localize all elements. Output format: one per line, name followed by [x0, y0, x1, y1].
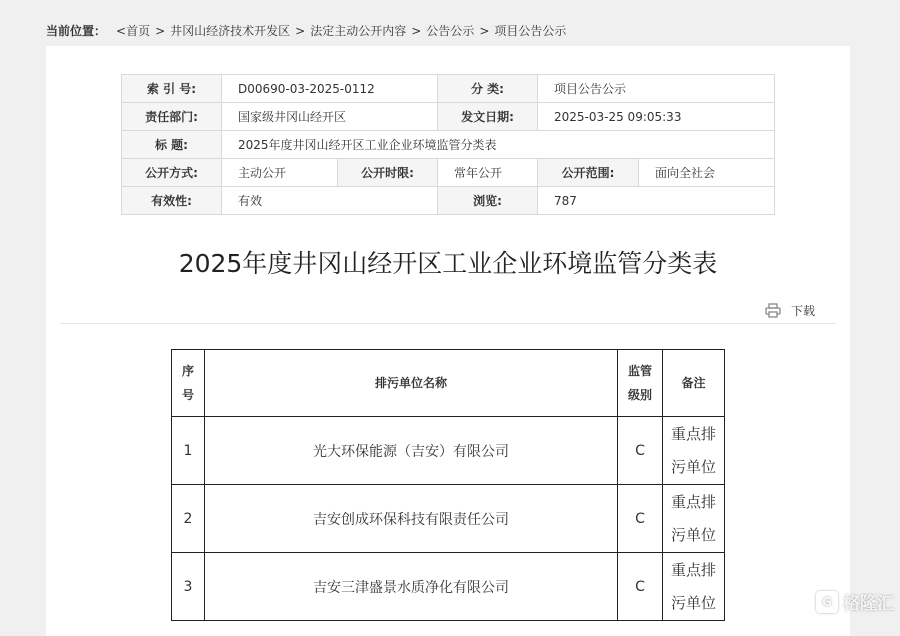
issue-date-value: 2025-03-25 09:05:33: [538, 103, 775, 131]
breadcrumb-separator: >: [155, 24, 166, 38]
row-remark-line2: 污单位: [670, 525, 716, 544]
disclosure-scope-value: 面向全社会: [639, 159, 775, 187]
header-serial-line1: 序: [181, 364, 194, 378]
table-row: [172, 417, 725, 485]
breadcrumb-separator: >: [411, 24, 422, 38]
title-value: 2025年度井冈山经开区工业企业环境监管分类表: [222, 131, 775, 159]
validity-value: 有效: [222, 187, 438, 215]
metadata-row: [122, 159, 775, 187]
category-value: 项目公告公示: [538, 75, 775, 103]
index-label: 索 引 号:: [122, 75, 222, 103]
disclosure-scope-label: 公开范围:: [538, 159, 639, 187]
breadcrumb-home[interactable]: <首页: [116, 24, 151, 38]
divider: [60, 323, 836, 324]
header-unit-name: 排污单位名称: [205, 350, 618, 417]
row-unit-name: 吉安创成环保科技有限责任公司: [205, 485, 618, 553]
watermark-text: 格隆汇: [843, 594, 894, 614]
table-header-row: [172, 350, 725, 417]
row-level: C: [618, 417, 663, 485]
header-serial: [172, 350, 205, 417]
document-title: 2025年度井冈山经开区工业企业环境监管分类表: [178, 249, 718, 278]
index-value: D00690-03-2025-0112: [222, 75, 438, 103]
breadcrumb-announcements[interactable]: 公告公示: [426, 24, 475, 38]
department-value: 国家级井冈山经开区: [222, 103, 438, 131]
header-level-line1: 监管: [627, 364, 652, 378]
content-panel: [46, 46, 850, 636]
disclosure-term-label: 公开时限:: [338, 159, 438, 187]
row-remark-line1: 重点排: [670, 424, 716, 443]
row-remark-line2: 污单位: [670, 593, 716, 612]
row-unit-name: 光大环保能源（吉安）有限公司: [205, 417, 618, 485]
metadata-table: [121, 74, 775, 215]
row-serial: 3: [172, 553, 205, 621]
breadcrumb: [46, 22, 566, 39]
breadcrumb-separator: >: [295, 24, 306, 38]
department-label: 责任部门:: [122, 103, 222, 131]
header-remark: 备注: [663, 350, 725, 417]
metadata-row: [122, 131, 775, 159]
row-remark-line1: 重点排: [670, 492, 716, 511]
watermark: [816, 589, 894, 614]
row-level: C: [618, 553, 663, 621]
issue-date-label: 发文日期:: [438, 103, 538, 131]
header-level-line2: 级别: [627, 388, 652, 402]
row-remark: [663, 485, 725, 553]
printer-icon: [765, 303, 781, 318]
disclosure-term-value: 常年公开: [438, 159, 538, 187]
row-serial: 2: [172, 485, 205, 553]
header-serial-line2: 号: [181, 388, 194, 402]
table-row: [172, 485, 725, 553]
validity-label: 有效性:: [122, 187, 222, 215]
table-row: [172, 553, 725, 621]
row-remark-line2: 污单位: [670, 457, 716, 476]
disclosure-mode-value: 主动公开: [222, 159, 338, 187]
category-label: 分 类:: [438, 75, 538, 103]
row-remark: [663, 553, 725, 621]
breadcrumb-label: 当前位置：: [46, 24, 107, 38]
breadcrumb-zone[interactable]: 井冈山经济技术开发区: [170, 24, 291, 38]
views-label: 浏览:: [438, 187, 538, 215]
disclosure-mode-label: 公开方式:: [122, 159, 222, 187]
row-remark-line1: 重点排: [670, 560, 716, 579]
metadata-row: [122, 103, 775, 131]
row-remark: [663, 417, 725, 485]
metadata-row: [122, 75, 775, 103]
download-label: 下载: [791, 304, 816, 318]
row-level: C: [618, 485, 663, 553]
views-value: 787: [538, 187, 775, 215]
watermark-logo-icon: G: [816, 591, 838, 613]
breadcrumb-public-content[interactable]: 法定主动公开内容: [310, 24, 407, 38]
header-level: [618, 350, 663, 417]
title-label: 标 题:: [122, 131, 222, 159]
row-serial: 1: [172, 417, 205, 485]
row-unit-name: 吉安三津盛景水质净化有限公司: [205, 553, 618, 621]
download-button[interactable]: [765, 302, 815, 319]
metadata-row: [122, 187, 775, 215]
breadcrumb-separator: >: [479, 24, 490, 38]
breadcrumb-project-announcements[interactable]: 项目公告公示: [494, 24, 567, 38]
classification-table: [171, 349, 725, 621]
